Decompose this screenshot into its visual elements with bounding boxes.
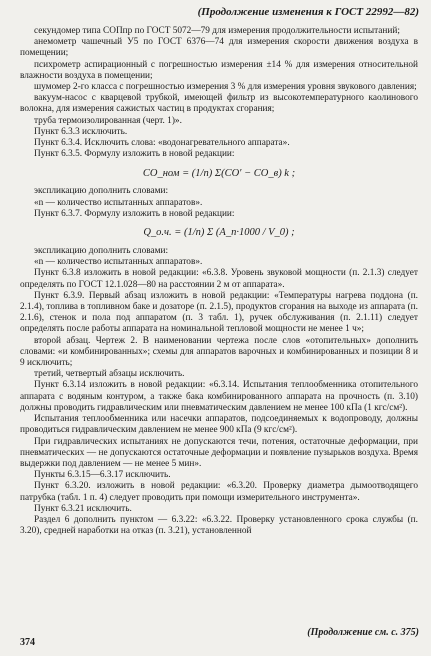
- paragraph: экспликацию дополнить словами:: [34, 186, 169, 197]
- paragraph: третий, четвертый абзацы исключить.: [34, 369, 185, 380]
- paragraph: Пункт 6.3.8 изложить в новой редакции: «6.3.8. Уровень звуковой мощности (п. 2.1.3) следует определять по ГОСТ 12.1.028—80 на расстоянии 2 м от аппарата».: [20, 268, 418, 290]
- formula-q: Q_о.ч. = (1/n) Σ (A_n·1000 / V_0) ;: [143, 227, 295, 239]
- paragraph: секундомер типа СОПпр по ГОСТ 5072—79 для измерения продолжительности испытаний;: [34, 26, 400, 36]
- page-number: 374: [20, 637, 35, 648]
- paragraph: Пункт 6.3.3 исключить.: [34, 126, 128, 137]
- paragraph: Пункт 6.3.20. изложить в новой редакции: «6.3.20. Проверку диаметра дымоотводящего патрубка (табл. 1 п. 4) следует проводить при помощи измерительного инструмента».: [20, 481, 418, 503]
- paragraph: шумомер 2-го класса с погрешностью измерения 3 % для измерения уровня звукового давления;: [34, 82, 417, 93]
- paragraph: «n — количество испытанных аппаратов».: [34, 197, 203, 208]
- paragraph: психрометр аспирационный с погрешностью измерения ±14 % для измерения относительной влажности воздуха в помещении;: [20, 59, 418, 81]
- paragraph: труба термоизолированная (черт. 1)».: [34, 115, 182, 126]
- paragraph: Пункты 6.3.15—6.3.17 исключить.: [34, 470, 171, 481]
- paragraph: При гидравлических испытаниях не допускаются течи, потения, остаточные деформации, при пневматических — не допускаются остаточные деформации и появление пузырьков воздуха. Время выдержки под давлением — не менее 5 мин».: [20, 436, 418, 469]
- paragraph: Пункт 6.3.9. Первый абзац изложить в новой редакции: «Температуры нагрева поддона (п. 2.1.4), топлива в топливном баке и дозаторе (п. 2.1.5), продуктов сгорания на выходе из аппарата (п. 2.1.6), стенок и пола под аппаратом (п. 3 табл. 1), ручек обслуживания (п. 2.1.11) следует определять после работы аппарата на номинальной тепловой мощности не менее 1 ч»;: [20, 290, 418, 335]
- paragraph: Пункт 6.3.5. Формулу изложить в новой редакции:: [34, 149, 235, 160]
- paragraph: вакуум-насос с кварцевой трубкой, имеющей фильтр из высокотемпературного каолинового волокна, для измерения сажистых частиц в продуктах сгорания;: [20, 93, 418, 115]
- paragraph: «n — количество испытанных аппаратов».: [34, 257, 203, 268]
- paragraph: Пункт 6.3.14 изложить в новой редакции: «6.3.14. Испытания теплообменника отопительного аппарата с водяным контуром, а также бака комбинированного аппарата на прочность (п. 3.10) должны проводить гидравлическим или пневматическим давлением не менее 100 кПа (1 кгс/см²).: [20, 380, 418, 413]
- paragraph: Раздел 6 дополнить пунктом — 6.3.22: «6.3.22. Проверку установленного срока службы (п. 3.20), средней наработки на отказ (п. 3.21), установленной: [20, 514, 418, 537]
- formula-co: CO_ном = (1/n) Σ(CO′ − CO_в) k ;: [142, 167, 296, 179]
- paragraph: Пункт 6.3.7. Формулу изложить в новой редакции:: [34, 208, 235, 219]
- paragraph: Пункт 6.3.4. Исключить слова: «водонагревательного аппарата».: [34, 138, 290, 149]
- paragraph: Пункт 6.3.21 исключить.: [34, 503, 132, 514]
- paragraph: второй абзац. Чертеж 2. В наименовании чертежа после слов «отопительных» дополнить словами: «и комбинированных»; схемы для аппаратов варочных и комбинированных и позиции 8 и 9 исключить;: [20, 335, 418, 369]
- paragraph: Испытания теплообменника или насечки аппаратов, подсоединяемых к водопроводу, должны проводиться гидравлическим давлением не менее 900 кПа (9 кгс/см²).: [20, 414, 418, 436]
- continuation-note: (Продолжение см. с. 375): [307, 627, 419, 638]
- paragraph: экспликацию дополнить словами:: [34, 246, 169, 257]
- page-header: (Продолжение изменения к ГОСТ 22992—82): [197, 6, 419, 18]
- document-body: [20, 26, 418, 537]
- paragraph: анемометр чашечный У5 по ГОСТ 6376—74 для измерения скорости движения воздуха в помещении;: [20, 37, 418, 59]
